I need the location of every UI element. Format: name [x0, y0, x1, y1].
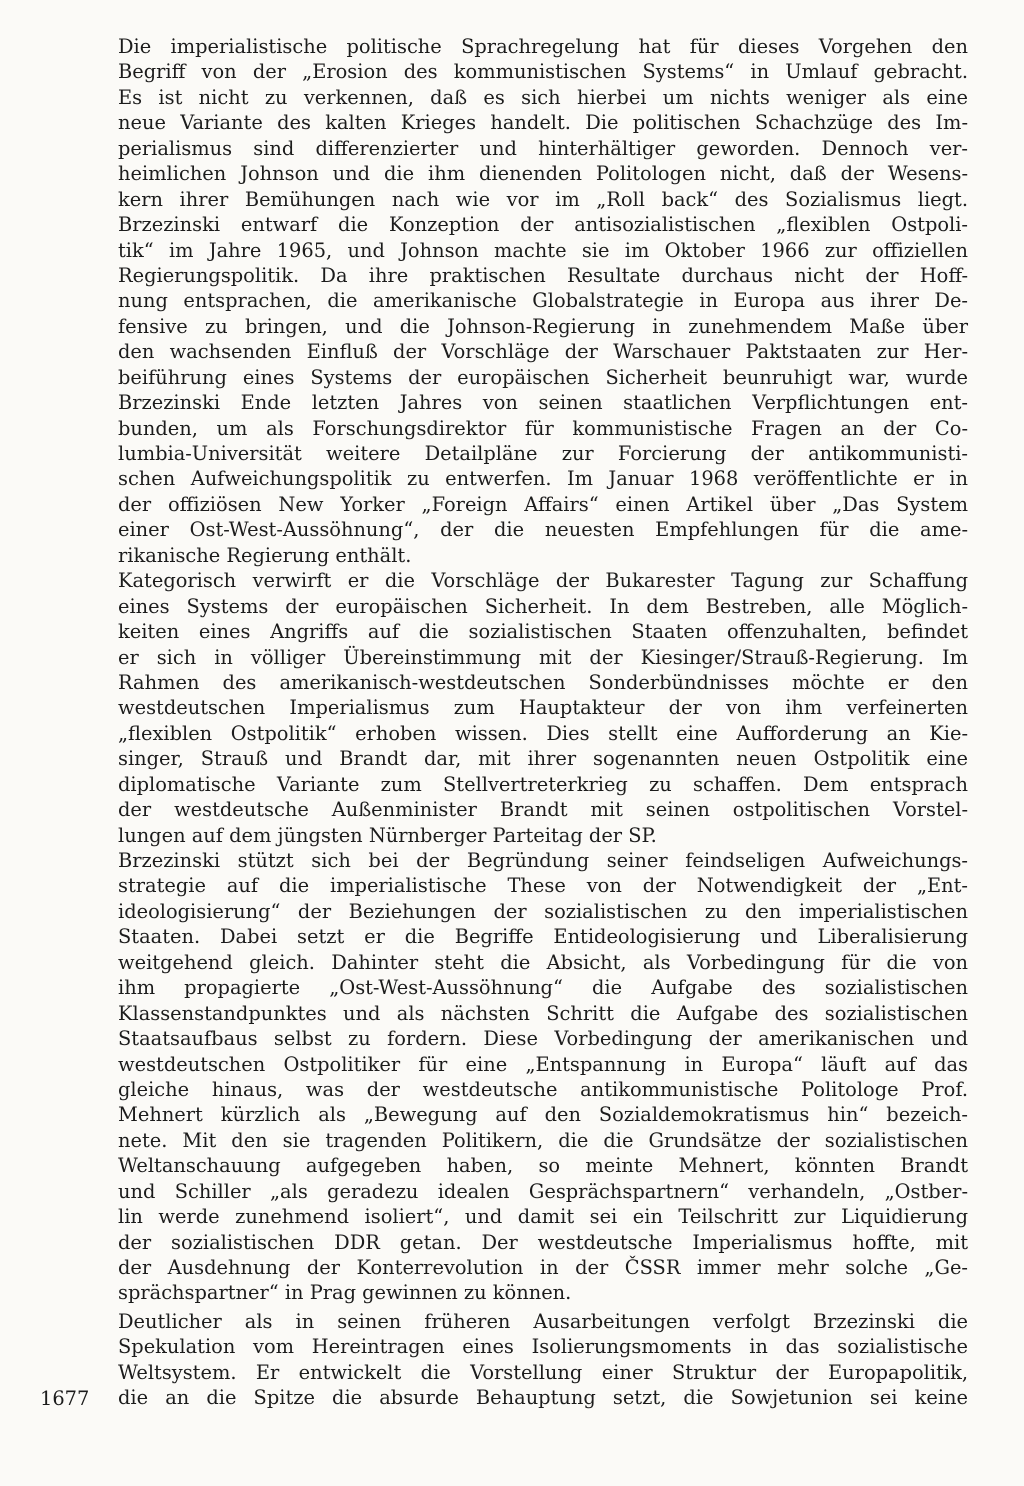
- text-line: Brzezinski entwarf die Konzeption der antisozialistischen „flexiblen Ostpoli-: [118, 213, 968, 237]
- text-line: sprächspartner“ in Prag gewinnen zu können.: [118, 1281, 572, 1305]
- paragraph: [118, 1309, 968, 1411]
- text-line: rikanische Regierung enthält.: [118, 543, 412, 567]
- text-line: lungen auf dem jüngsten Nürnberger Parteitag der SP.: [118, 823, 657, 847]
- text-line: strategie auf die imperialistische These von der Notwendigkeit der „Ent-: [118, 874, 968, 898]
- text-line: gleiche hinaus, was der westdeutsche antikommunistische Politologe Prof.: [118, 1077, 968, 1101]
- text-line: der Ausdehnung der Konterrevolution in der ČSSR immer mehr solche „Ge-: [118, 1256, 968, 1279]
- text-line: perialismus sind differenzierter und hinterhältiger geworden. Dennoch ver-: [118, 136, 968, 160]
- text-line: lumbia-Universität weitere Detailpläne zur Forcierung der antikommunisti-: [118, 442, 968, 465]
- text-line: „flexiblen Ostpolitik“ erhoben wissen. Dies stellt eine Aufforderung an Kie-: [118, 721, 968, 745]
- paragraph: [118, 568, 968, 848]
- text-line: Brzezinski Ende letzten Jahres von seinen staatlichen Verpflichtungen ent-: [118, 391, 968, 415]
- text-line: tik“ im Jahre 1965, und Johnson machte sie im Oktober 1966 zur offiziellen: [118, 238, 968, 262]
- text-line: Staatsaufbaus selbst zu fordern. Diese Vorbedingung der amerikanischen und: [118, 1027, 968, 1051]
- text-line: Mehnert kürzlich als „Bewegung auf den Sozialdemokratismus hin“ bezeich-: [118, 1103, 968, 1127]
- text-line: der offiziösen New Yorker „Foreign Affairs“ einen Artikel über „Das System: [118, 492, 968, 516]
- text-line: eines Systems der europäischen Sicherheit. In dem Bestreben, alle Möglich-: [118, 594, 968, 618]
- text-line: Spekulation vom Hereintragen eines Isolierungsmoments in das sozialistische: [118, 1335, 968, 1359]
- text-line: keiten eines Angriffs auf die sozialistischen Staaten offenzuhalten, befindet: [118, 620, 968, 644]
- text-line: er sich in völliger Übereinstimmung mit der Kiesinger/Strauß-Regierung. Im: [118, 645, 968, 669]
- text-line: einer Ost-West-Aussöhnung“, der die neuesten Empfehlungen für die ame-: [118, 518, 968, 542]
- text-line: diplomatische Variante zum Stellvertreterkrieg zu schaffen. Dem entsprach: [118, 772, 968, 796]
- text-line: Rahmen des amerikanisch-westdeutschen Sonderbündnisses möchte er den: [118, 670, 968, 694]
- text-line: heimlichen Johnson und die ihm dienenden Politologen nicht, daß der Wesens-: [118, 162, 968, 186]
- text-line: nete. Mit den sie tragenden Politikern, die die Grundsätze der sozialistischen: [118, 1128, 968, 1152]
- text-line: Weltanschauung aufgegeben haben, so meinte Mehnert, könnten Brandt: [118, 1154, 968, 1178]
- paragraph: [118, 848, 968, 1306]
- paragraph: [118, 34, 968, 568]
- text-line: westdeutschen Ostpolitiker für eine „Entspannung in Europa“ läuft auf das: [118, 1052, 968, 1076]
- text-line: die an die Spitze die absurde Behauptung setzt, die Sowjetunion sei keine: [118, 1386, 968, 1410]
- page-body-text: [118, 34, 968, 1411]
- text-line: nung entsprachen, die amerikanische Globalstrategie in Europa aus ihrer De-: [118, 289, 968, 313]
- text-line: westdeutschen Imperialismus zum Hauptakteur der von ihm verfeinerten: [118, 696, 968, 720]
- text-line: Die imperialistische politische Sprachregelung hat für dieses Vorgehen den: [118, 35, 968, 58]
- text-line: singer, Strauß und Brandt dar, mit ihrer sogenannten neuen Ostpolitik eine: [118, 747, 968, 771]
- text-line: fensive zu bringen, und die Johnson-Regierung in zunehmendem Maße über: [118, 314, 968, 338]
- text-line: lin werde zunehmend isoliert“, und damit sei ein Teilschritt zur Liquidierung: [118, 1205, 968, 1229]
- text-line: und Schiller „als geradezu idealen Gesprächspartnern“ verhandeln, „Ostber-: [118, 1179, 968, 1203]
- text-line: ihm propagierte „Ost-West-Aussöhnung“ die Aufgabe des sozialistischen: [118, 976, 968, 1000]
- text-line: den wachsenden Einfluß der Vorschläge der Warschauer Paktstaaten zur Her-: [118, 340, 968, 364]
- text-line: Es ist nicht zu verkennen, daß es sich hierbei um nichts weniger als eine: [118, 85, 968, 109]
- text-line: schen Aufweichungspolitik zu entwerfen. Im Januar 1968 veröffentlichte er in: [118, 467, 968, 491]
- text-line: weitgehend gleich. Dahinter steht die Absicht, als Vorbedingung für die von: [118, 950, 968, 974]
- text-line: ideologisierung“ der Beziehungen der sozialistischen zu den imperialistischen: [118, 899, 968, 923]
- text-line: Kategorisch verwirft er die Vorschläge der Bukarester Tagung zur Schaffung: [118, 569, 968, 593]
- text-line: bunden, um als Forschungsdirektor für kommunistische Fragen an der Co-: [118, 416, 968, 440]
- text-line: beiführung eines Systems der europäischen Sicherheit beunruhigt war, wurde: [118, 365, 968, 389]
- text-line: der sozialistischen DDR getan. Der westdeutsche Imperialismus hoffte, mit: [118, 1230, 968, 1254]
- text-line: Weltsystem. Er entwickelt die Vorstellung einer Struktur der Europapolitik,: [118, 1360, 968, 1384]
- text-line: neue Variante des kalten Krieges handelt. Die politischen Schachzüge des Im-: [118, 111, 968, 135]
- text-line: Staaten. Dabei setzt er die Begriffe Entideologisierung und Liberalisierung: [118, 925, 968, 949]
- text-line: Brzezinski stützt sich bei der Begründung seiner feindseligen Aufweichungs-: [118, 849, 968, 872]
- text-line: Regierungspolitik. Da ihre praktischen Resultate durchaus nicht der Hoff-: [118, 263, 968, 287]
- text-line: kern ihrer Bemühungen nach wie vor im „Roll back“ des Sozialismus liegt.: [118, 187, 968, 211]
- text-line: Begriff von der „Erosion des kommunistischen Systems“ in Umlauf gebracht.: [118, 60, 968, 84]
- text-line: Deutlicher als in seinen früheren Ausarbeitungen verfolgt Brzezinski die: [118, 1309, 968, 1333]
- text-line: Klassenstandpunktes und als nächsten Schritt die Aufgabe des sozialistischen: [118, 1001, 968, 1025]
- page-number: 1677: [40, 1387, 90, 1410]
- text-line: der westdeutsche Außenminister Brandt mit seinen ostpolitischen Vorstel-: [118, 798, 968, 822]
